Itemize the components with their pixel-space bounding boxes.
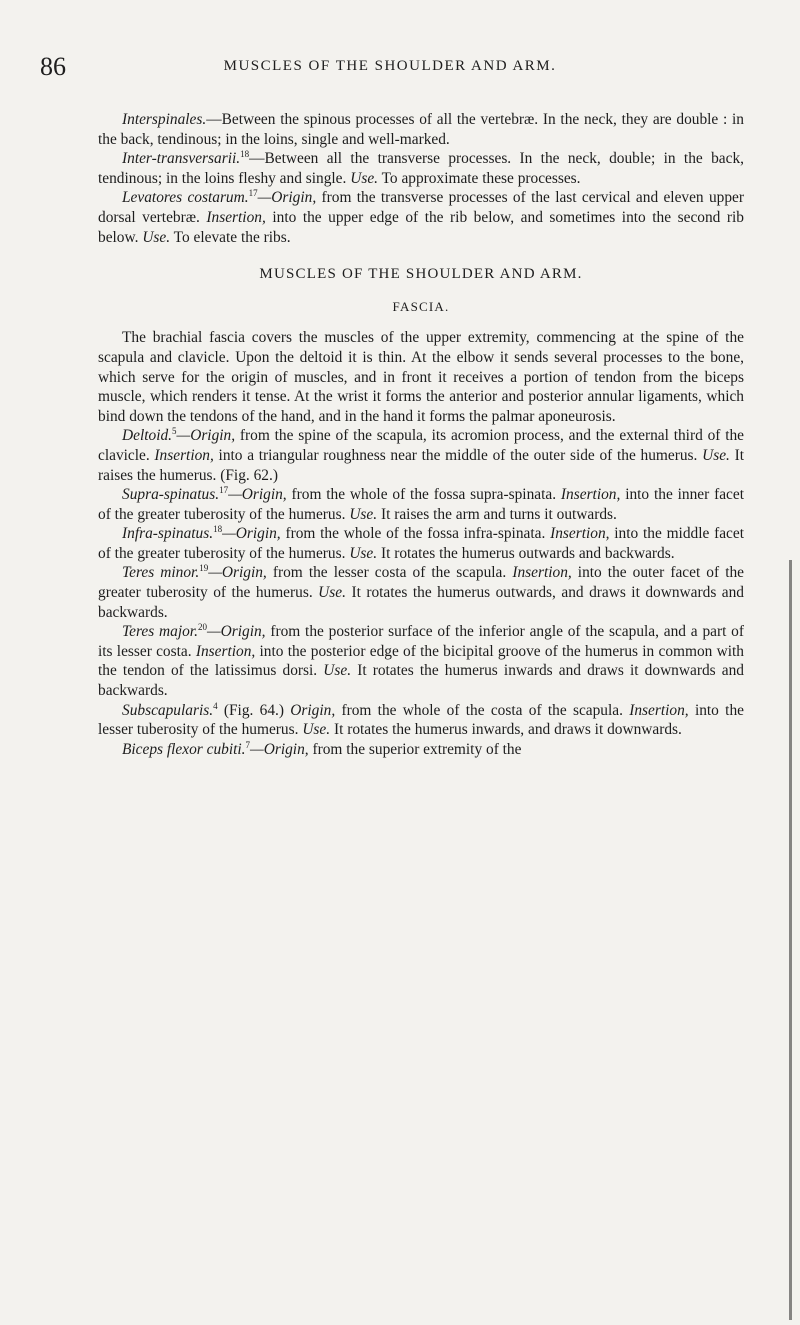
origin-text: from the lesser costa of the scapula. xyxy=(266,564,513,582)
muscle-name: Subscapularis. xyxy=(122,701,214,719)
insertion-text: into the inner facet of the greater tuberosity of the humerus. xyxy=(98,486,744,523)
use-text: It rotates the humerus outwards and backwards. xyxy=(377,544,675,562)
paragraph-deltoid xyxy=(98,426,744,485)
running-head: MUSCLES OF THE SHOULDER AND ARM. xyxy=(223,58,557,74)
paragraph-biceps xyxy=(98,740,744,760)
insertion-label: Insertion, xyxy=(154,446,214,464)
use-text: It raises the humerus. (Fig. 62.) xyxy=(98,446,745,484)
footnote-ref: 17 xyxy=(219,485,229,496)
paragraph-fascia: The brachial fascia covers the muscles of the upper extremity, commencing at the spine of the scapula and clavicle. Upon the deltoid it is thin. At the elbow it sends several processes to the bone, which serve for the origin of muscles, and in front it receives a portion of tendon from the biceps muscle, which renders it tense. At the wrist it forms the anterior and posterior annular ligaments, which bind down the tendons of the hand, and in the hand it forms the palmar aponeurosis. xyxy=(98,329,744,425)
paragraph-subscapularis xyxy=(98,701,744,740)
footnote-ref: 5 xyxy=(172,426,177,437)
figure-ref: (Fig. 64.) xyxy=(217,701,291,719)
origin-label: —Origin, xyxy=(222,525,281,543)
use-label: Use. xyxy=(318,584,346,602)
use-label: Use. xyxy=(302,721,331,739)
origin-label: —Origin, xyxy=(176,427,236,445)
paragraph-supra-spinatus xyxy=(98,485,744,524)
footnote-ref: 7 xyxy=(245,739,251,750)
insertion-text: into a triangular roughness near the middle of the outer side of the humerus. xyxy=(213,446,703,464)
muscle-name: Supra-spinatus. xyxy=(122,486,220,504)
use-label: Use. xyxy=(350,169,379,187)
use-text: To approximate these processes. xyxy=(378,169,581,187)
origin-text: from the whole of the fossa supra-spinata. xyxy=(286,486,561,504)
muscle-name: Inter-transversarii. xyxy=(122,150,241,168)
use-text: It rotates the humerus outwards, and draws it downwards and backwards. xyxy=(98,584,745,621)
insertion-label: Insertion, xyxy=(629,701,689,719)
footnote-ref: 18 xyxy=(213,524,223,535)
paragraph-inter-transversarii xyxy=(98,149,744,188)
muscle-name: Infra-spinatus. xyxy=(122,525,214,543)
insertion-text: into the middle facet of the greater tuberosity of the humerus. xyxy=(98,525,744,562)
insertion-text: into the upper edge of the rib below, and sometimes into the second rib below. xyxy=(98,208,744,246)
section-heading: MUSCLES OF THE SHOULDER AND ARM. xyxy=(259,266,583,283)
paragraph-infra-spinatus xyxy=(98,524,744,563)
footnote-ref: 19 xyxy=(199,563,209,574)
use-label: Use. xyxy=(349,505,378,523)
insertion-label: Insertion, xyxy=(512,564,572,582)
origin-label: —Origin, xyxy=(228,486,287,504)
muscle-name: Deltoid. xyxy=(122,427,173,445)
origin-label: —Origin, xyxy=(208,564,267,582)
footnote-ref: 4 xyxy=(213,700,218,711)
origin-text: from the spine of the scapula, its acromion process, and the external third of the clavicle. xyxy=(98,427,744,464)
paragraph-text: —Between the spinous processes of all the vertebræ. In the neck, they are double : in the back, tendinous; in the loins, single and well-marked. xyxy=(98,111,744,148)
origin-label: Origin, xyxy=(290,701,336,719)
muscle-name: Levatores costarum. xyxy=(122,189,249,207)
paragraph-levatores-costarum xyxy=(98,188,744,247)
page-header xyxy=(40,52,740,82)
paragraph-teres-minor xyxy=(98,563,744,622)
origin-text: from the posterior surface of the inferior angle of the scapula, and a part of its lesser costa. xyxy=(98,623,744,660)
insertion-label: Insertion, xyxy=(195,642,256,660)
muscle-name: Biceps flexor cubiti. xyxy=(122,740,246,758)
insertion-text: into the outer facet of the greater tuberosity of the humerus. xyxy=(98,564,744,602)
insertion-label: Insertion, xyxy=(560,486,621,504)
footnote-ref: 20 xyxy=(197,622,207,633)
insertion-text: into the posterior edge of the bicipital groove of the humerus in common with the tendon of the latissimus dorsi. xyxy=(98,642,744,680)
page-number: 86 xyxy=(40,52,66,81)
use-label: Use. xyxy=(142,228,171,246)
origin-text: from the superior extremity of the xyxy=(308,740,522,758)
use-label: Use. xyxy=(702,446,730,464)
use-text: It rotates the humerus inwards, and draws it downwards. xyxy=(330,721,682,739)
footnote-ref: 18 xyxy=(240,149,250,160)
origin-text: from the transverse processes of the last cervical and eleven upper dorsal vertebræ. xyxy=(98,189,744,226)
origin-label: —Origin, xyxy=(250,740,309,758)
use-label: Use. xyxy=(323,662,352,680)
insertion-label: Insertion, xyxy=(206,208,266,226)
use-text: To elevate the ribs. xyxy=(170,228,291,246)
origin-label: —Origin, xyxy=(206,623,266,641)
muscle-name: Teres major. xyxy=(122,623,198,641)
section-subheading: FASCIA. xyxy=(392,298,450,314)
page-body xyxy=(98,110,744,759)
paragraph-interspinales xyxy=(98,110,744,149)
use-label: Use. xyxy=(349,544,378,562)
use-text: It rotates the humerus inwards and draws it downwards and backwards. xyxy=(98,662,744,700)
use-text: It raises the arm and turns it outwards. xyxy=(377,505,617,523)
origin-text: from the whole of the fossa infra-spinata. xyxy=(280,525,551,543)
insertion-label: Insertion, xyxy=(550,525,610,543)
insertion-text: into the lesser tuberosity of the humerus. xyxy=(98,701,744,739)
muscle-name: Interspinales. xyxy=(122,111,207,128)
page-edge-shadow xyxy=(789,560,792,1320)
muscle-name: Teres minor. xyxy=(122,564,200,582)
paragraph-text: —Between all the transverse processes. In the neck, double; in the back, tendinous; in the loins fleshy and single. xyxy=(98,150,744,187)
paragraph-teres-major xyxy=(98,622,744,700)
footnote-ref: 17 xyxy=(248,188,258,199)
origin-label: —Origin, xyxy=(257,189,317,207)
origin-text: from the whole of the costa of the scapula. xyxy=(335,701,630,719)
